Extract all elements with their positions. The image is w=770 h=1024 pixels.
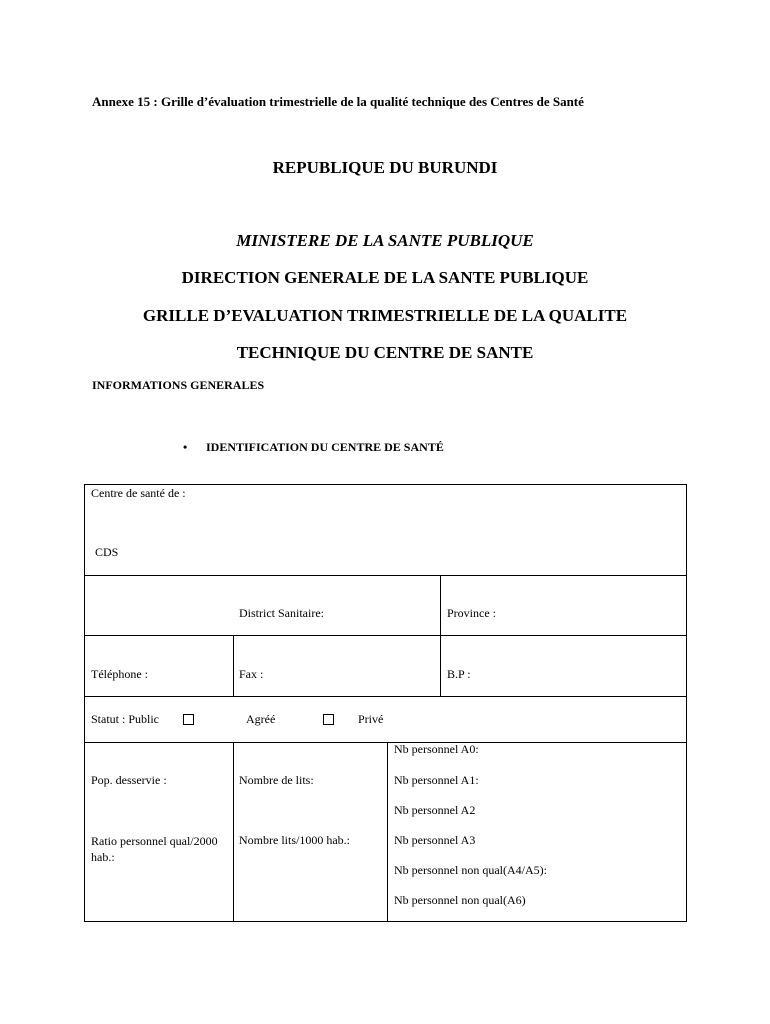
table-rule	[85, 635, 686, 636]
ratio-label: Ratio personnel qual/2000 hab.:	[91, 834, 218, 864]
personnel-a2: Nb personnel A2	[394, 803, 476, 817]
personnel-a4a5: Nb personnel non qual(A4/A5):	[394, 863, 547, 877]
fax-label: Fax :	[239, 667, 264, 681]
province-label: Province :	[447, 606, 496, 620]
table-rule	[233, 742, 234, 921]
public-checkbox[interactable]	[183, 714, 194, 725]
agree-checkbox[interactable]	[323, 714, 334, 725]
bp-label: B.P :	[447, 667, 471, 681]
section-title: INFORMATIONS GENERALES	[92, 378, 265, 392]
personnel-a3: Nb personnel A3	[394, 833, 476, 847]
lits-ratio-label: Nombre lits/1000 hab.:	[239, 833, 350, 847]
ministry-heading: MINISTERE DE LA SANTE PUBLIQUE	[236, 231, 534, 250]
district-label: District Sanitaire:	[239, 606, 324, 620]
personnel-a1: Nb personnel A1:	[394, 773, 479, 787]
grid-title-line1: GRILLE D’EVALUATION TRIMESTRIELLE DE LA QUALITE	[142, 306, 628, 325]
bullet-icon: •	[183, 440, 188, 454]
grid-title-line2: TECHNIQUE DU CENTRE DE SANTE	[236, 343, 534, 362]
personnel-a0: Nb personnel A0:	[394, 742, 479, 756]
table-rule	[233, 635, 234, 696]
annexe-title: Annexe 15 : Grille d’évaluation trimestrielle de la qualité technique des Centres de Santé	[92, 94, 584, 109]
subsection-title: IDENTIFICATION DU CENTRE DE SANTÉ	[206, 440, 444, 454]
prive-label: Privé	[358, 712, 384, 726]
identification-table	[84, 484, 687, 922]
direction-heading: DIRECTION GENERALE DE LA SANTE PUBLIQUE	[181, 268, 589, 287]
lits-label: Nombre de lits:	[239, 773, 314, 787]
pop-label: Pop. desservie :	[91, 773, 167, 787]
centre-label: Centre de santé de :	[91, 486, 186, 500]
republic-heading: REPUBLIQUE DU BURUNDI	[272, 158, 498, 177]
telephone-label: Téléphone :	[91, 667, 148, 681]
table-rule	[85, 742, 686, 743]
cds-label: CDS	[95, 545, 119, 559]
table-rule	[440, 575, 441, 696]
table-rule	[387, 742, 388, 921]
personnel-a6: Nb personnel non qual(A6)	[394, 893, 526, 907]
statut-label: Statut : Public	[91, 712, 160, 726]
agree-label: Agréé	[246, 712, 276, 726]
table-rule	[85, 696, 686, 697]
table-rule	[85, 575, 686, 576]
